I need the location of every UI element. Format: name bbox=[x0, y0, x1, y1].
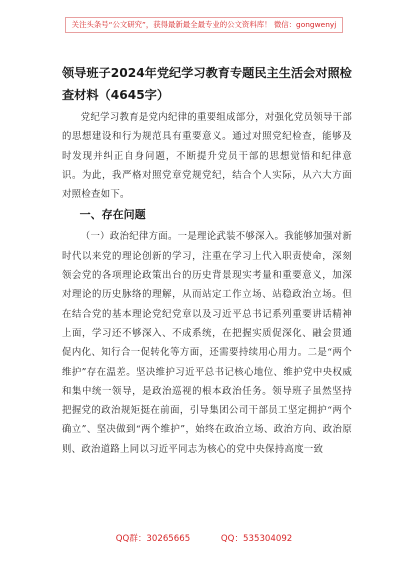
qq-group-number: QQ群：30265665 bbox=[115, 534, 191, 544]
header-banner bbox=[0, 12, 408, 32]
body-paragraph: （一）政治纪律方面。一是理论武装不够深入。我能够加强对新时代以来党的理论创新的学习，注重在学习上代入职责使命，深刻领会党的各项理论政策出台的历史背景现实考量和重要意义，加深对理论的历史脉络的理解，从而站定工作立场、站稳政治立场。但在结合党的基本理论党纪党章以及习近平总书记系列重要讲话精神上面，学习还不够深入、不成系统，在把握实质促深化、融会贯通促内化、知行合一促转化等方面，还需要持续用心用力。二是“两个维护”存在温差。坚决维护习近平总书记核心地位、维护党中央权威和集中统一领导，是政治巡视的根本政治任务。领导班子虽然坚持把握党的政治规矩挺在前面，引导集团公司干部员工坚定拥护“两个确立”、坚决做到“两个维护”，始终在政治立场、政治方向、政治原则、政治道路上同以习近平同志为核心的党中央保持高度一致 bbox=[62, 231, 352, 455]
document-title: 领导班子2024年党纪学习教育专题民主生活会对照检查材料（4645字） bbox=[62, 66, 352, 102]
section-heading: 一、存在问题 bbox=[79, 208, 146, 222]
banner-text: 关注头条号“公文研究”，获得最新最全最专业的公文资料库！ 微信：gongwenyj bbox=[65, 17, 344, 33]
intro-paragraph: 党纪学习教育是党内纪律的重要组成部分，对强化党员领导干部的思想建设和行为规范具有重要意义。通过对照党纪检查，能够及时发现并纠正自身问题，不断提升党员干部的思想觉悟和纪律意识。为此，我严格对照党章党规党纪，结合个人实际，从六大方面对照检查如下。 bbox=[62, 112, 352, 201]
qq-number: QQ：535304092 bbox=[220, 534, 293, 544]
document-body bbox=[62, 108, 352, 459]
footer-contact bbox=[0, 532, 408, 544]
